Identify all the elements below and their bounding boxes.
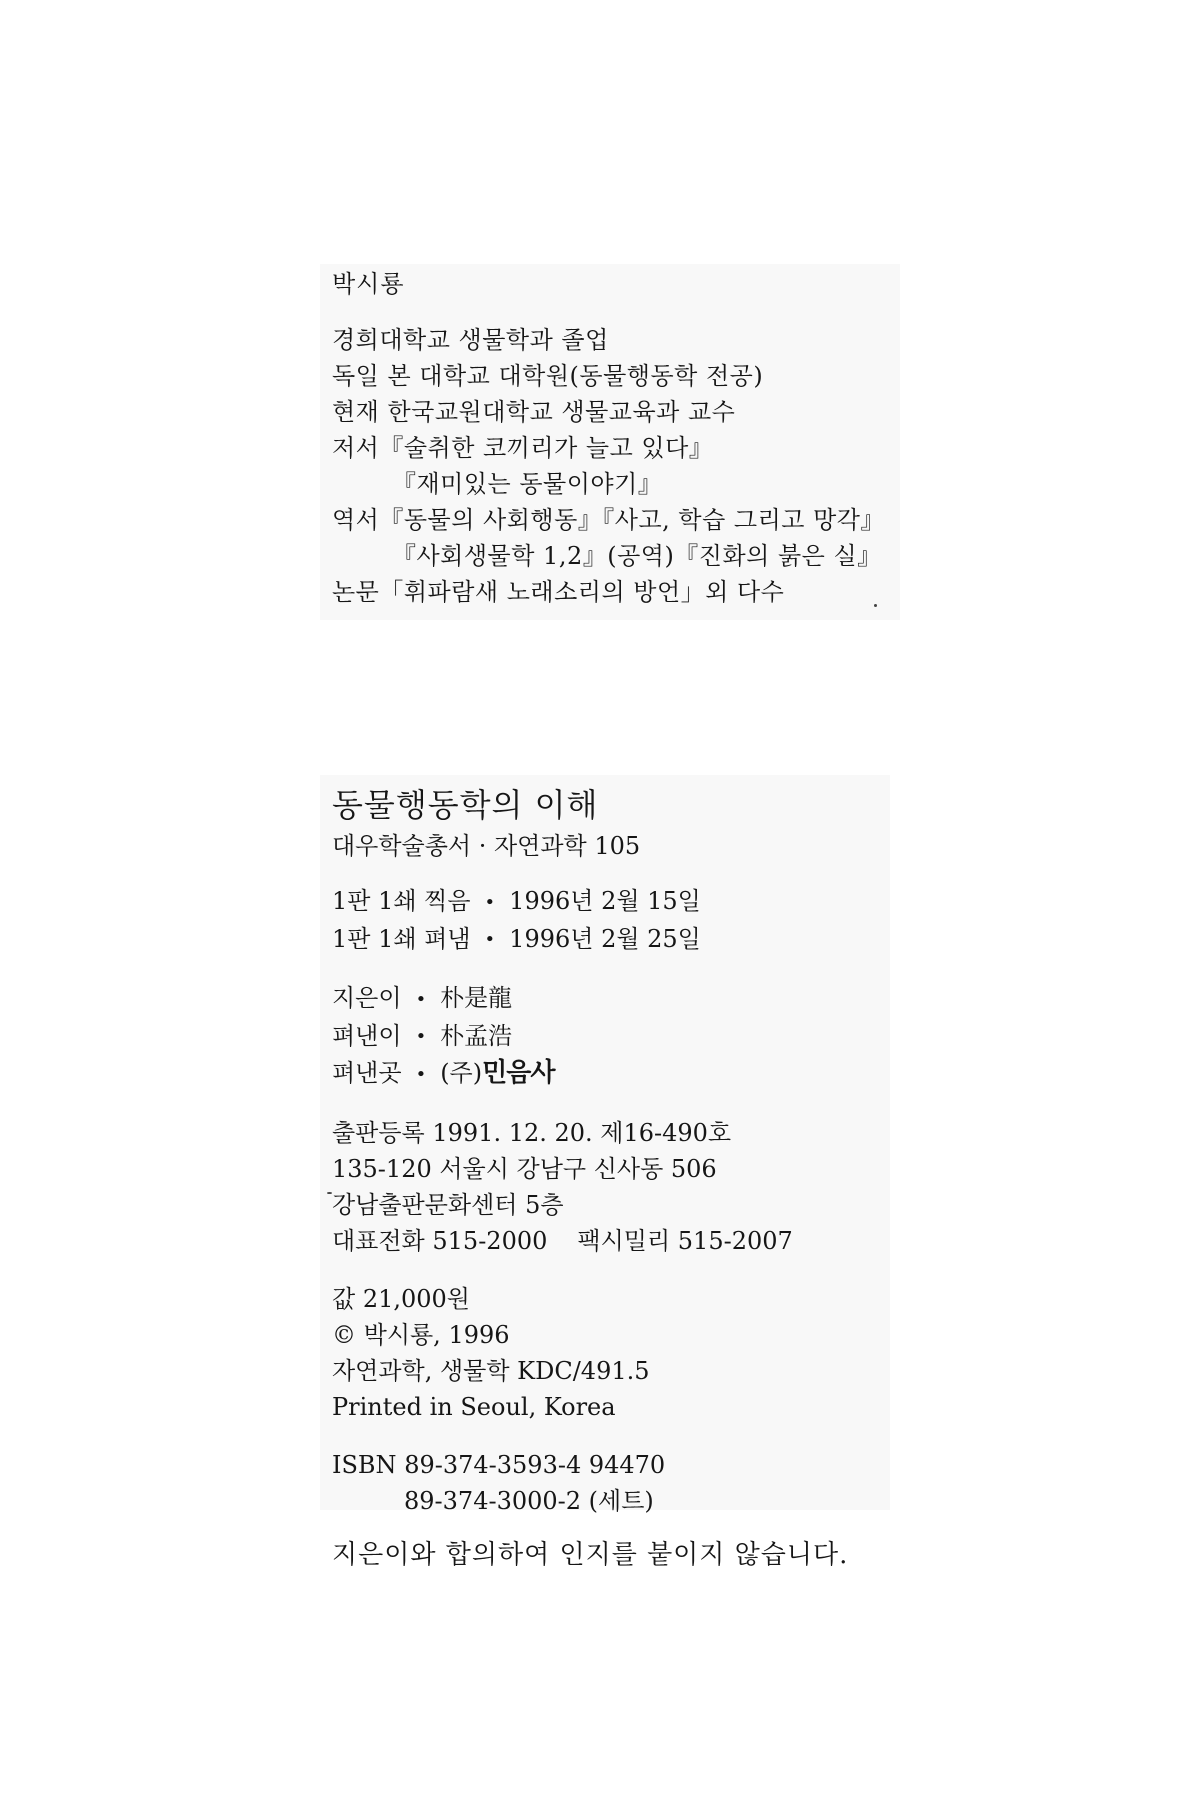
book-series: 대우학술총서 · 자연과학 105 <box>332 832 641 860</box>
bio-translations-cont: 『사회생물학 1,2』(공역)『진화의 붉은 실』 <box>392 542 882 570</box>
published-label: 1판 1쇄 펴냄 <box>332 924 471 953</box>
publisher-logo: 민음사 <box>482 1058 555 1088</box>
publisher-person: 朴孟浩 <box>440 1021 513 1050</box>
isbn-block <box>332 1447 890 1519</box>
printing-dates <box>332 883 890 958</box>
isbn-number-1: 89-374-3593-4 94470 <box>404 1450 666 1479</box>
seal-notice: 지은이와 합의하여 인지를 붙이지 않습니다. <box>332 1540 849 1570</box>
author-label: 지은이 <box>332 984 402 1012</box>
address-line-2: 강남출판문화센터 5층 <box>332 1190 564 1219</box>
scan-speck <box>874 604 877 607</box>
registration: 출판등록 1991. 12. 20. 제16-490호 <box>332 1118 732 1147</box>
publisher-row <box>332 1055 890 1093</box>
fax-number: 515-2007 <box>677 1226 793 1255</box>
published-row <box>332 921 890 959</box>
bio-translations: 역서『동물의 사회행동』『사고, 학습 그리고 망각』 <box>332 506 885 534</box>
author-row <box>332 980 890 1018</box>
publication-info <box>320 775 890 1515</box>
publisher-person-label: 펴낸이 <box>332 1021 402 1050</box>
bio-current-position: 현재 한국교원대학교 생물교육과 교수 <box>332 398 736 426</box>
isbn-row <box>332 1447 890 1483</box>
address-line-1: 135-120 서울시 강남구 신사동 506 <box>332 1154 717 1183</box>
credits <box>332 980 890 1093</box>
classification: 자연과학, 생물학 KDC/491.5 <box>332 1356 650 1385</box>
copyright: © 박시룡, 1996 <box>332 1320 510 1349</box>
phone-label: 대표전화 <box>332 1226 425 1255</box>
author-bio <box>320 264 900 620</box>
bullet-icon: • <box>415 1026 427 1047</box>
isbn-label: ISBN <box>332 1450 397 1479</box>
bio-books: 저서『술취한 코끼리가 늘고 있다』 <box>332 434 714 462</box>
publisher-prefix: (주) <box>440 1059 483 1087</box>
bullet-icon: • <box>484 891 496 913</box>
price: 값 21,000원 <box>332 1284 470 1313</box>
bullet-icon: • <box>415 988 427 1010</box>
price-copyright <box>332 1281 890 1425</box>
publisher-person-row <box>332 1018 890 1056</box>
scan-speck <box>327 1192 332 1194</box>
author-bio-list <box>332 322 900 610</box>
printed-date: 1996년 2월 15일 <box>509 887 701 915</box>
isbn-number-2: 89-374-3000-2 (세트) <box>404 1486 654 1515</box>
bio-graduate: 독일 본 대학교 대학원(동물행동학 전공) <box>332 362 764 390</box>
bullet-icon: • <box>415 1063 427 1085</box>
fax-label: 팩시밀리 <box>577 1226 671 1255</box>
printed-in: Printed in Seoul, Korea <box>332 1392 616 1421</box>
phone-number: 515-2000 <box>432 1226 548 1255</box>
bullet-icon: • <box>484 929 496 950</box>
publisher-details <box>332 1115 890 1259</box>
published-date: 1996년 2월 25일 <box>509 924 701 953</box>
author-name: 박시룡 <box>332 270 405 298</box>
printed-row <box>332 883 890 921</box>
contact-row <box>332 1223 890 1259</box>
bio-education: 경희대학교 생물학과 졸업 <box>332 326 609 354</box>
book-title: 동물행동학의 이해 <box>332 786 599 824</box>
publisher-label: 펴낸곳 <box>332 1059 402 1087</box>
bio-books-cont: 『재미있는 동물이야기』 <box>392 470 663 498</box>
author-hanja: 朴是龍 <box>440 984 513 1012</box>
bio-papers: 논문「휘파람새 노래소리의 방언」외 다수 <box>332 578 785 606</box>
printed-label: 1판 1쇄 찍음 <box>332 887 471 915</box>
